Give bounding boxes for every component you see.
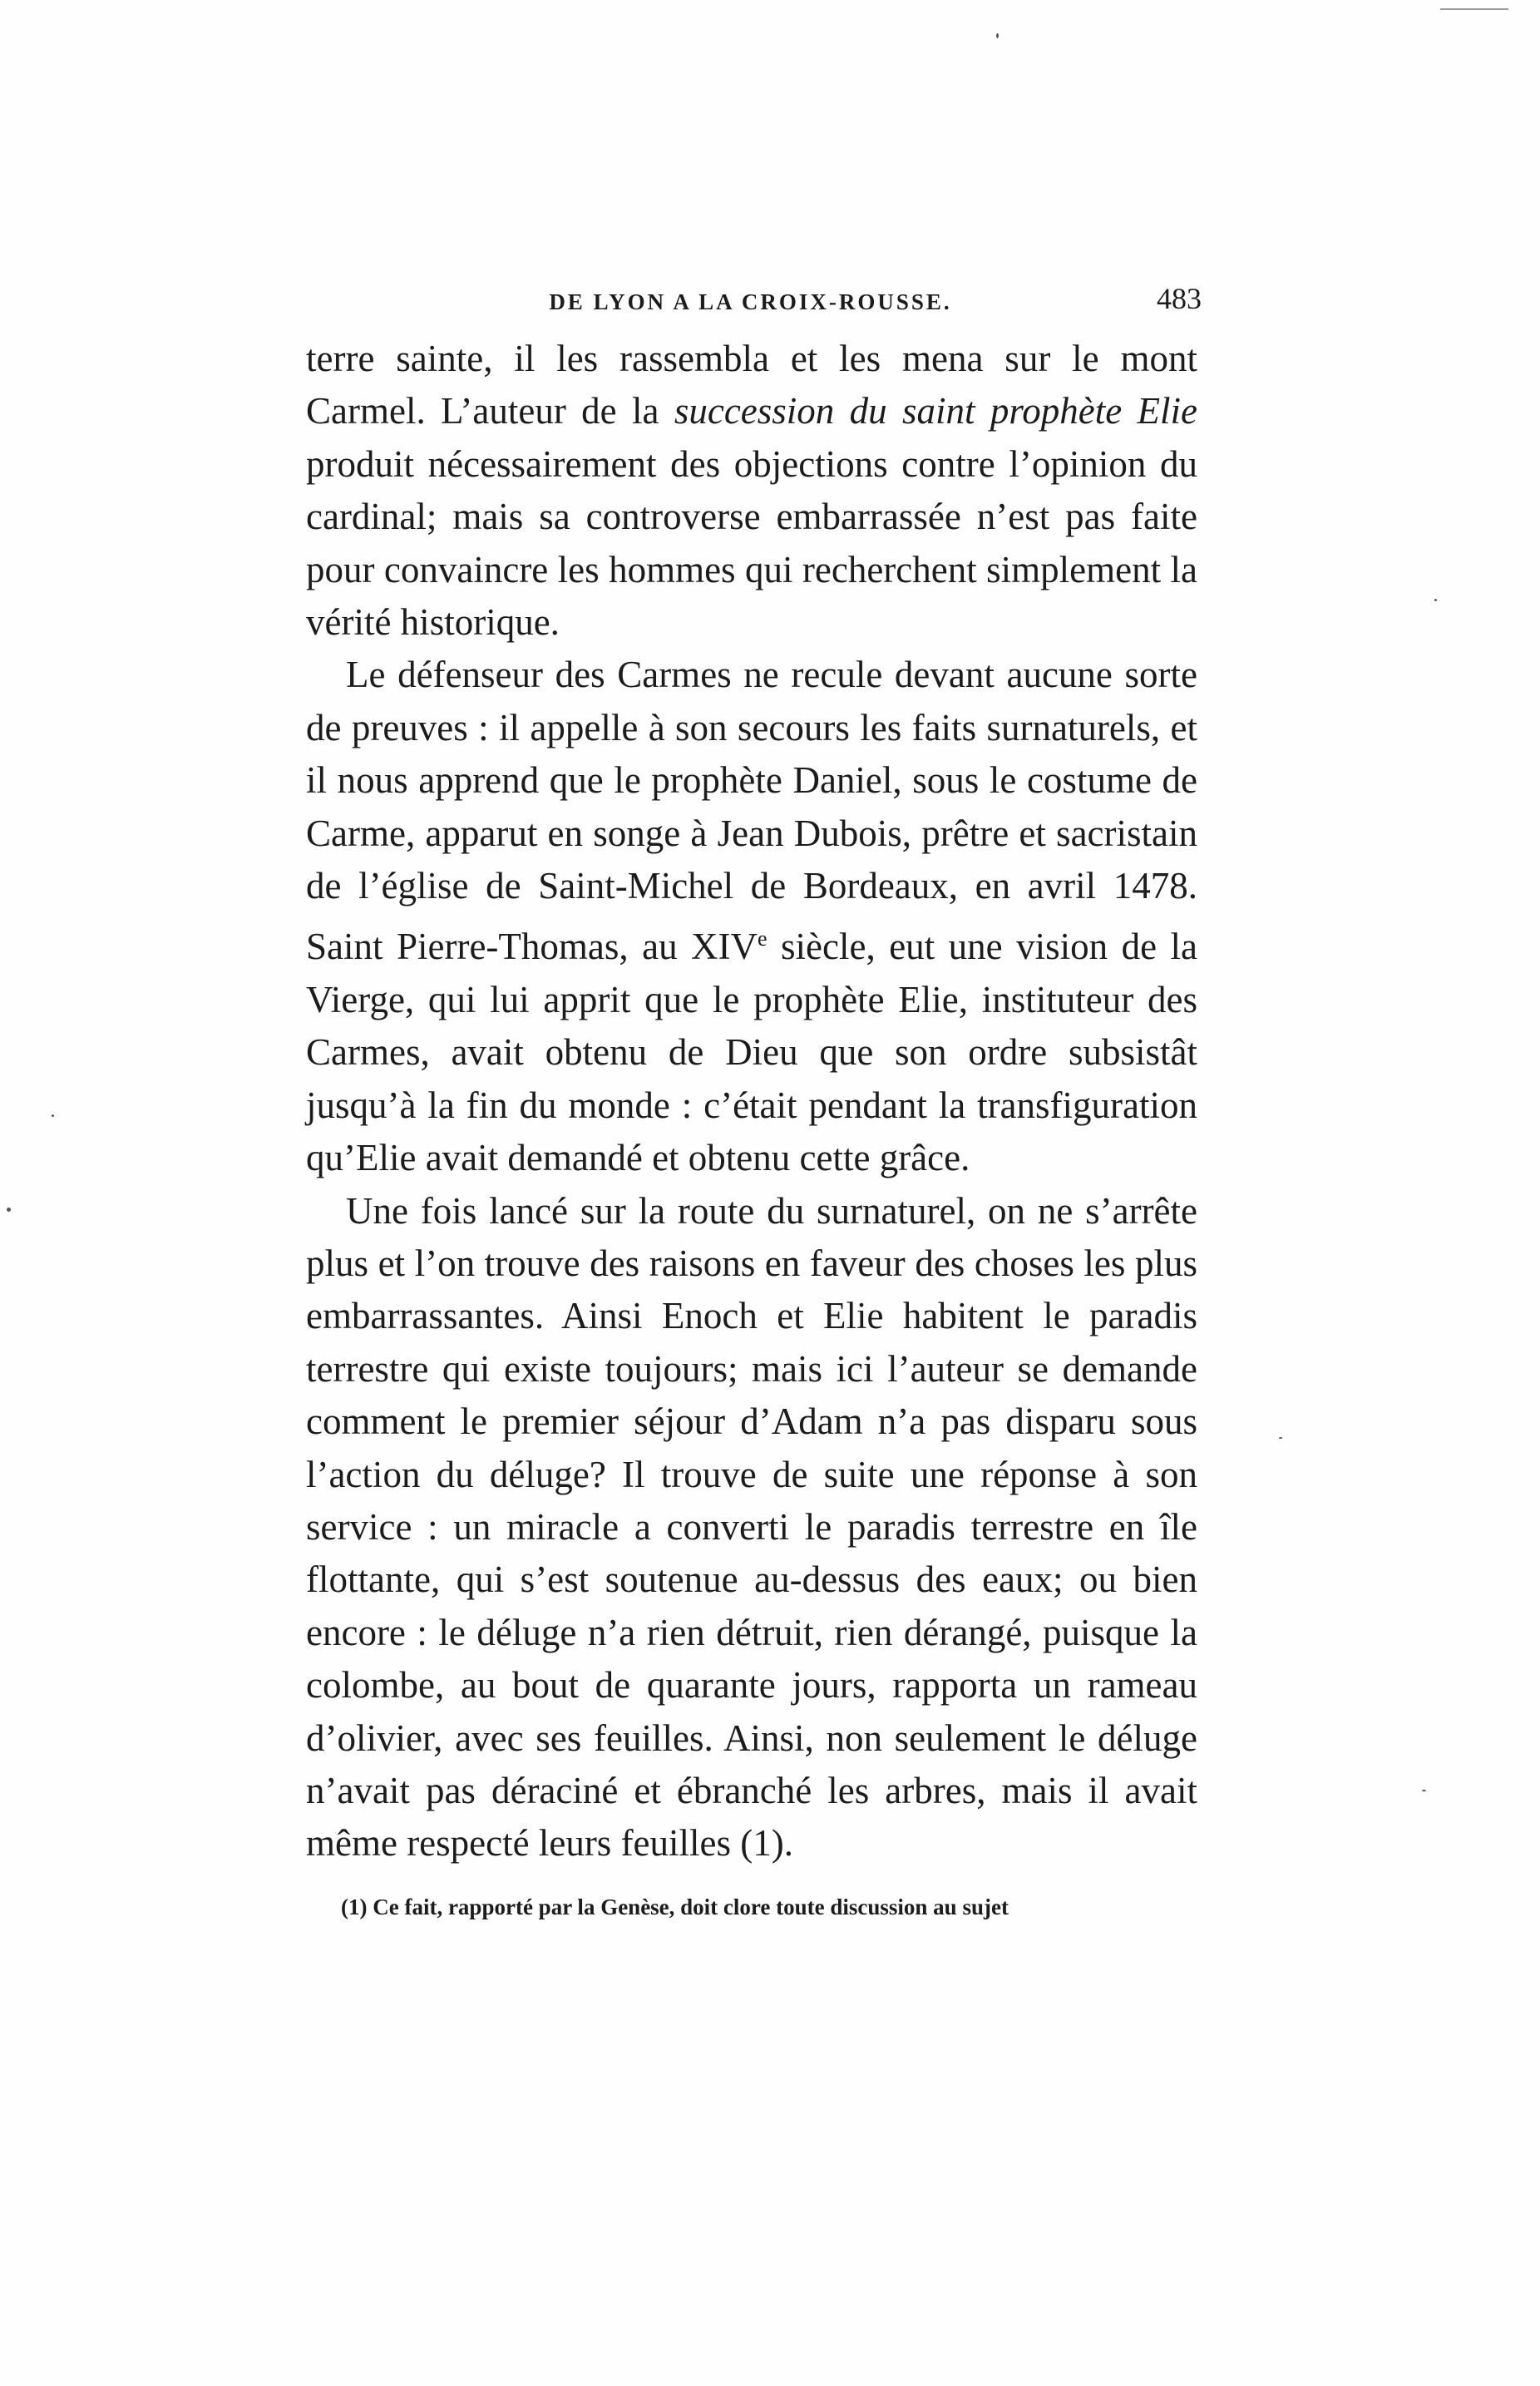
scan-speck [52, 1114, 54, 1117]
running-title: DE LYON A LA CROIX-ROUSSE. [549, 289, 952, 314]
paragraph-2 [306, 649, 1197, 1184]
paragraph-3: Une fois lancé sur la route du surnaturel, on ne s’arrête plus et l’on trouve des raisons en faveur des choses les plus embarrassantes. Ainsi Enoch et Elie habitent le paradis terrestre qui existe toujours; mais ici l’auteur se demande comment le premier séjour d’Adam n’a pas disparu sous l’action du déluge? Il trouve de suite une réponse à son service : un miracle a converti le paradis terrestre en île flottante, qui s’est soutenue au-dessus des eaux; ou bien encore : le déluge n’a rien détruit, rien dérangé, puisque la colombe, au bout de quarante jours, rapporta un rameau d’olivier, avec ses feuilles. Ainsi, non seulement le déluge n’avait pas déraciné et ébranché les arbres, mais il avait même respecté leurs feuilles (1). [306, 1189, 1197, 1865]
scan-edge-mark [1440, 8, 1508, 10]
footnote: (1) Ce fait, rapporté par la Genèse, doit clore toute discussion au sujet [341, 1894, 1009, 1919]
scan-speck [996, 33, 999, 38]
paragraph-2-text-a: Le défenseur des Carmes ne recule devant aucune sorte de preuves : il appelle à son secours les faits surnaturels, et il nous apprend que le prophète Daniel, sous le costume de Carme, apparut en songe à Jean Dubois, prêtre et sacristain de l’église de Saint-Michel de Bordeaux, en avril 1478. Saint Pierre-Thomas, au XIV [306, 654, 1197, 968]
scan-speck [1434, 599, 1437, 601]
paragraph-1-text-b: produit nécessairement des objections contre l’opinion du cardinal; mais sa controverse embarrassée n’est pas faite pour convaincre les hommes qui recherchent simplement la vérité historique. [306, 442, 1197, 644]
scan-speck [7, 1208, 11, 1212]
scan-speck [1279, 1437, 1282, 1439]
main-text [306, 333, 1197, 1870]
century-superscript: e [758, 926, 768, 951]
page-number: 483 [1157, 282, 1202, 315]
paragraph-2-text-b: siècle, eut une vision de la Vierge, qui lui apprit que le prophète Elie, instituteur des Carmes, avait obtenu de Dieu que son ordre subsistât jusqu’à la fin du monde : c’était pendant la transfiguration qu’Elie avait demandé et obtenu cette grâce. [306, 926, 1197, 1179]
paragraph-1 [306, 333, 1197, 649]
running-head [299, 281, 1202, 323]
paragraph-1-italic-title: succession du saint prophète Elie [674, 390, 1197, 432]
paragraph-1-text-a: terre sainte, il les rassembla et les mena sur le mont Carmel. L’auteur de la [306, 338, 1197, 432]
scan-speck [1422, 1790, 1426, 1791]
